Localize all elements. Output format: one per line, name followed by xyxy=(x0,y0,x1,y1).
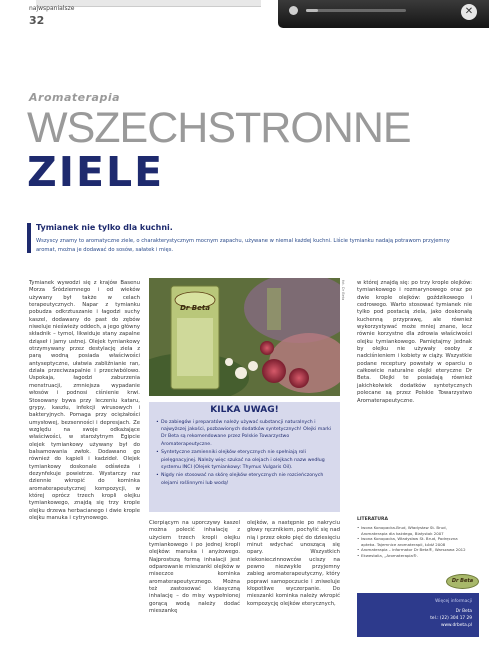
photo-brand-label: Dr Beta xyxy=(180,304,210,312)
lead-paragraph: Wszyscy znamy to aromatyczne ziele, o charakterystycznym mocnym zapachu, używane w niemal każdej kuchni. Liście tymianku nadają potrawom przyjemny aromat, można je dodawać do sosów, sałatek i mięs. xyxy=(36,238,450,253)
body-column-4 xyxy=(357,280,472,405)
article-title-line-2: ZIELE xyxy=(27,148,165,196)
warning-list xyxy=(156,419,334,488)
body-text: Cierpiącym na uporczywy kaszel można polecić inhalację z użyciem trzech kropli olejku tymiankowego i po jednej kropli olejków: manuka i anyżowego. Najprostszą formą inhalacji jest odparowanie mieszanki olejków w miseczce kominka aromaterapeutycznego. Można też zastosować klasyczną inhalację – do misy wypełnionej gorącą wodą należy dodać mieszankę xyxy=(149,520,240,615)
body-column-3 xyxy=(247,520,340,608)
lead-accent-bar xyxy=(27,223,31,253)
warning-item: • Syntetyczne zamienniki olejków eterycznych nie spełniają roli pielęgnacyjnej. Należy więc szukać na olejach i olejkach nazw według systemu INCI (Olejek tymiankowy: Thymus Vulgaris Oil). xyxy=(156,449,334,471)
contact-box xyxy=(357,593,479,637)
photo-credit: fot. Dr Beta xyxy=(341,280,345,301)
media-player-bar xyxy=(278,0,489,28)
dr-beta-logo xyxy=(446,574,479,589)
warning-box xyxy=(149,400,340,512)
article-title-line-1: WSZECHSTRONNE xyxy=(27,104,411,152)
play-button[interactable] xyxy=(289,6,298,15)
literature-title: LITERATURA xyxy=(357,517,388,522)
product-photo xyxy=(149,278,340,396)
literature-item: • Aromaterapia – informator Dr Beta®, Warszawa 2012 xyxy=(357,547,472,553)
article-category: Aromaterapia xyxy=(29,91,121,104)
page-number: 32 xyxy=(29,14,45,27)
body-text: olejków, a następnie po nakryciu głowy ręcznikiem, pochylić się nad nią i przez około pięć do dziesięciu minut wdychać unoszącą się opary. Wszystkich niekonieczinnowców uciszy na pewno niezwykle przyjemny zabieg aromaterapeutyczny, który poprawi samopoczucie i zniweluje kłopotliwe wyczerpanie. Do mieszanki kominka należy wkropić kompozycję olejków eterycznych, xyxy=(247,520,340,607)
warning-item: • Nigdy nie stosować na skórę olejków eterycznych nie rozcieńczonych olejami roślinnymi lub wodą! xyxy=(156,472,334,486)
body-text: Tymianek wywodzi się z krajów Basenu Morza Śródziemnego i od wieków używany był także w celach terapeutycznych. Napar z tymianku pobudza odkrztuszanie i łagodzi suchy kaszel, dodawany do past do zębów niweluje nieświeży oddech, a jego główny składnik – tymol, likwiduje stany zapalne dziąseł i jamy ustnej. Olejek tymiankowy otrzymywany przez destylację ziela z parą wodną posiada właściwości antyseptyczne, ułatwia zabliźnianie ran, działa przeciwzapalnie i przeciwbólowo. Uspokaja, łagodzi zaburzenia menstruacji, zmniejsza wypadanie włosów i podnosi ciśnienie krwi. Stosowany bywa przy leczeniu kataru, grypy, kaszlu, infekcji wirusowych i bakteryjnych. Pomaga przy ociężałości umysłowej, bezsenności i depresjach. Ze względu na swoje odkażające właściwości, w starożytnym Egipcie olejek tymiankowy używany był do balsamowania zwłok. Dodawano go również do kąpieli i kadzideł. Olejek tymiankowy doskonale odświeża i dezynfekuje powietrze. Wystarczy raz dziennie wkropić do kominka aromaterapeutycznej kompozycji, w której oprócz trzech kropli olejku tymiankowego, znajdą się trzy krople olejku drzewa herbacianego i dwie krople olejku manuka i cytrynowego. xyxy=(29,280,140,521)
literature-item: • Ekwestalia, „Aromaterapia®. xyxy=(357,553,472,559)
literature-item: • Iwona Konopacka-Brud, Władysław St. Brud, Aromaterapia dla każdego, Białystok 2007 xyxy=(357,525,472,536)
body-column-2 xyxy=(149,520,240,615)
literature-list xyxy=(357,525,472,559)
body-text: w której znajdą się: po trzy krople olejków: tymiankowego i rozmarynowego oraz po dwie krople olejków: goździkowego i cedrowego. Warto stosować tymianek nie tylko pod postacią ziela, jako doskonałą kuchenną przyprawę, ale również wykorzystywać może mniej znane, lecz równie korzystne dla zdrowia właściwości olejku tymiankowego. Pamiętajmy jednak by olejku nie używały osoby z nadciśnieniem i kobiety w ciąży. Wszystkie podane receptury powstały w oparciu o całkowicie naturalne olejki eteryczne Dr Beta. Olejki te posiadają również jakichkolwiek dodatków syntetycznych polecane są przez Polskie Towarzystwo Aromaterapeutyczne. xyxy=(357,280,472,404)
seek-progress xyxy=(306,9,318,12)
contact-title: Więcej informacji xyxy=(435,599,472,604)
contact-name: Dr Beta xyxy=(455,609,472,614)
warning-title: KILKA UWAG! xyxy=(210,405,279,415)
logo-text: Dr Beta xyxy=(451,578,474,584)
close-icon[interactable]: ✕ xyxy=(461,4,477,20)
magazine-brand: najwspanialsze xyxy=(29,5,75,12)
literature-item: • Iwona Konopacka, Władysław St. Brud, Podręczna apteka. Tajemnice aromaterapii, Łódź 2008 xyxy=(357,536,472,547)
product-photo-illustration xyxy=(149,278,340,396)
seek-slider[interactable] xyxy=(306,9,406,12)
contact-phone: tel.: (22) 304 17 29 xyxy=(430,616,472,621)
contact-website[interactable]: www.drbeta.pl xyxy=(441,623,472,628)
lead-heading: Tymianek nie tylko dla kuchni. xyxy=(36,223,173,232)
warning-item: • Do zabiegów i preparatów należy używać substancji naturalnych i najwyższej jakości, pozbawionych dodatków syntetycznych! Olejki marki Dr Beta są rekomendowane przez Polskie Towarzystwo Aromaterapeutyczne. xyxy=(156,419,334,448)
body-column-1 xyxy=(29,280,140,522)
